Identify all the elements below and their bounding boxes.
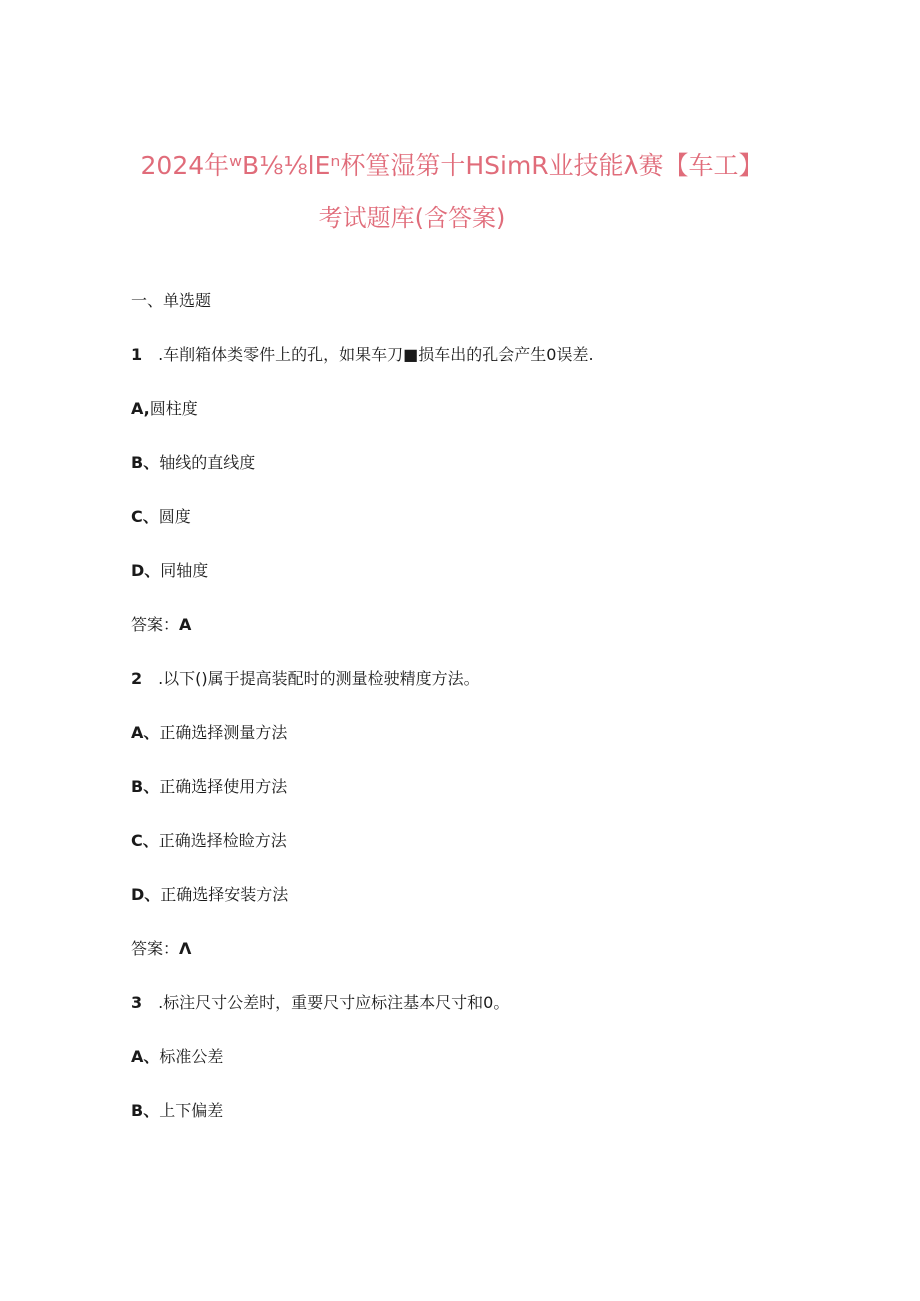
question-number: 2 bbox=[131, 669, 143, 688]
option-text: 正确选择使用方法 bbox=[159, 777, 288, 796]
option-text: 上下偏差 bbox=[159, 1101, 224, 1120]
option-key: D、 bbox=[131, 561, 161, 580]
option-key: B、 bbox=[131, 1101, 160, 1120]
option-key: A、 bbox=[131, 1047, 160, 1066]
question-2 bbox=[131, 668, 480, 690]
option-text: 同轴度 bbox=[160, 561, 209, 580]
question-1-option-b bbox=[131, 452, 255, 474]
question-3-option-b bbox=[131, 1100, 223, 1122]
option-text: 正确选择安装方法 bbox=[160, 885, 289, 904]
option-text: 标准公差 bbox=[159, 1047, 224, 1066]
answer-value: Λ bbox=[179, 939, 192, 958]
document-title-line2: 考试题库(含答案) bbox=[318, 204, 506, 232]
answer-label: 答案： bbox=[131, 615, 180, 634]
option-key: D、 bbox=[131, 885, 161, 904]
option-text: 圆柱度 bbox=[149, 399, 198, 418]
document-title-line1: 2024年ʷB⅛⅛lEⁿ杯篁湿第十HSimR业技能λ赛【车工】 bbox=[140, 151, 764, 180]
option-text: 正确选择检睑方法 bbox=[158, 831, 287, 850]
option-key: C、 bbox=[131, 507, 159, 526]
answer-label: 答案： bbox=[131, 939, 180, 958]
option-key: A、 bbox=[131, 723, 160, 742]
question-2-option-d bbox=[131, 884, 288, 906]
question-text: .车削箱体类零件上的孔，如果车刀■损车出的孔会产生0误差. bbox=[158, 345, 594, 364]
option-key: A, bbox=[131, 399, 150, 418]
question-1-option-d bbox=[131, 560, 208, 582]
question-1-option-a bbox=[131, 398, 198, 420]
question-1 bbox=[131, 344, 594, 366]
answer-value: A bbox=[179, 615, 192, 634]
section-heading: 一、单选题 bbox=[131, 291, 212, 310]
question-number: 3 bbox=[131, 993, 143, 1012]
option-text: 圆度 bbox=[158, 507, 191, 526]
question-2-option-b bbox=[131, 776, 287, 798]
option-text: 轴线的直线度 bbox=[159, 453, 256, 472]
question-2-answer bbox=[131, 938, 191, 960]
question-1-option-c bbox=[131, 506, 191, 528]
option-key: B、 bbox=[131, 453, 160, 472]
question-number: 1 bbox=[131, 345, 143, 364]
option-key: C、 bbox=[131, 831, 159, 850]
question-3-option-a bbox=[131, 1046, 223, 1068]
question-2-option-c bbox=[131, 830, 287, 852]
question-1-answer bbox=[131, 614, 191, 636]
question-3 bbox=[131, 992, 509, 1014]
question-2-option-a bbox=[131, 722, 287, 744]
question-text: .标注尺寸公差时，重要尺寸应标注基本尺寸和0。 bbox=[158, 993, 510, 1012]
option-key: B、 bbox=[131, 777, 160, 796]
question-text: .以下()属于提高装配时的测量检驶精度方法。 bbox=[158, 669, 480, 688]
option-text: 正确选择测量方法 bbox=[159, 723, 288, 742]
